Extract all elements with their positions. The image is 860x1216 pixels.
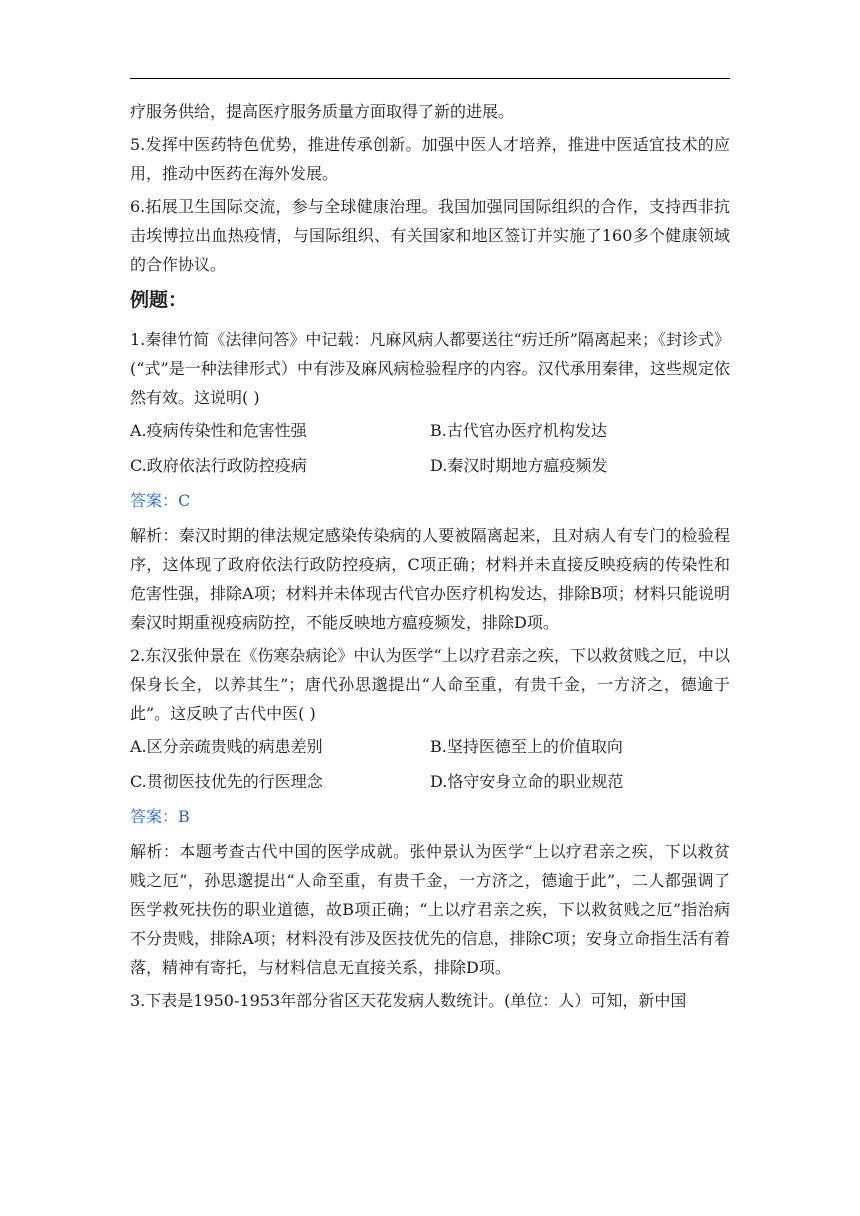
header-rule bbox=[130, 78, 730, 79]
option-row bbox=[130, 732, 730, 761]
option-d: D.秦汉时期地方瘟疫频发 bbox=[430, 456, 608, 475]
option-row bbox=[130, 416, 730, 445]
paragraph: 疗服务供给，提高医疗服务质量方面取得了新的进展。 bbox=[130, 102, 515, 121]
paragraph: 6.拓展卫生国际交流，参与全球健康治理。我国加强同国际组织的合作，支持西非抗击埃博拉出血热疫情，与国际组织、有关国家和地区签订并实施了160多个健康领域的合作协议。 bbox=[130, 197, 730, 274]
section-heading: 例题： bbox=[130, 289, 188, 311]
option-d: D.恪守安身立命的职业规范 bbox=[430, 772, 624, 791]
paragraph: 5.发挥中医药特色优势，推进传承创新。加强中医人才培养，推进中医适宜技术的应用，推动中医药在海外发展。 bbox=[130, 135, 730, 183]
option-row bbox=[130, 451, 730, 480]
option-b: B.古代官办医疗机构发达 bbox=[430, 421, 607, 440]
answer-line: 答案：B bbox=[130, 807, 190, 826]
analysis-text: 解析：秦汉时期的律法规定感染传染病的人要被隔离起来，且对病人有专门的检验程序，这体现了政府依法行政防控疫病，C项正确；材料并未直接反映疫病的传染性和危害性强，排除A项；材料并未体现古代官办医疗机构发达，排除B项；材料只能说明秦汉时期重视疫病防控，不能反映地方瘟疫频发，排除D项。 bbox=[130, 526, 730, 632]
question-stem: 2.东汉张仲景在《伤寒杂病论》中认为医学“上以疗君亲之疾，下以救贫贱之厄，中以保身长全，以养其生”；唐代孙思邈提出“人命至重，有贵千金，一方济之，德逾于此”。这反映了古代中医( ) bbox=[130, 646, 730, 723]
option-a: A.疫病传染性和危害性强 bbox=[130, 421, 307, 440]
answer-line: 答案：C bbox=[130, 491, 191, 510]
option-c: C.贯彻医技优先的行医理念 bbox=[130, 772, 323, 791]
option-row bbox=[130, 767, 730, 796]
question-stem: 1.秦律竹简《法律问答》中记载：凡麻风病人都要送往“疠迁所”隔离起来；《封诊式》(“式”是一种法律形式）中有涉及麻风病检验程序的内容。汉代承用秦律，这些规定依然有效。这说明( ) bbox=[130, 330, 730, 407]
question-stem: 3.下表是1950-1953年部分省区天花发病人数统计。(单位：人）可知，新中国 bbox=[130, 991, 687, 1010]
analysis-text: 解析：本题考查古代中国的医学成就。张仲景认为医学“上以疗君亲之疾，下以救贫贱之厄”，孙思邈提出“人命至重，有贵千金，一方济之，德逾于此”，二人都强调了医学救死扶伤的职业道德，故B项正确；“上以疗君亲之疾，下以救贫贱之厄”指治病不分贵贱，排除A项；材料没有涉及医技优先的信息，排除C项；安身立命指生活有着落，精神有寄托，与材料信息无直接关系，排除D项。 bbox=[130, 842, 730, 977]
option-c: C.政府依法行政防控疫病 bbox=[130, 456, 307, 475]
option-a: A.区分亲疏贵贱的病患差别 bbox=[130, 737, 323, 756]
document-body bbox=[130, 97, 730, 1019]
option-b: B.坚持医德至上的价值取向 bbox=[430, 737, 623, 756]
